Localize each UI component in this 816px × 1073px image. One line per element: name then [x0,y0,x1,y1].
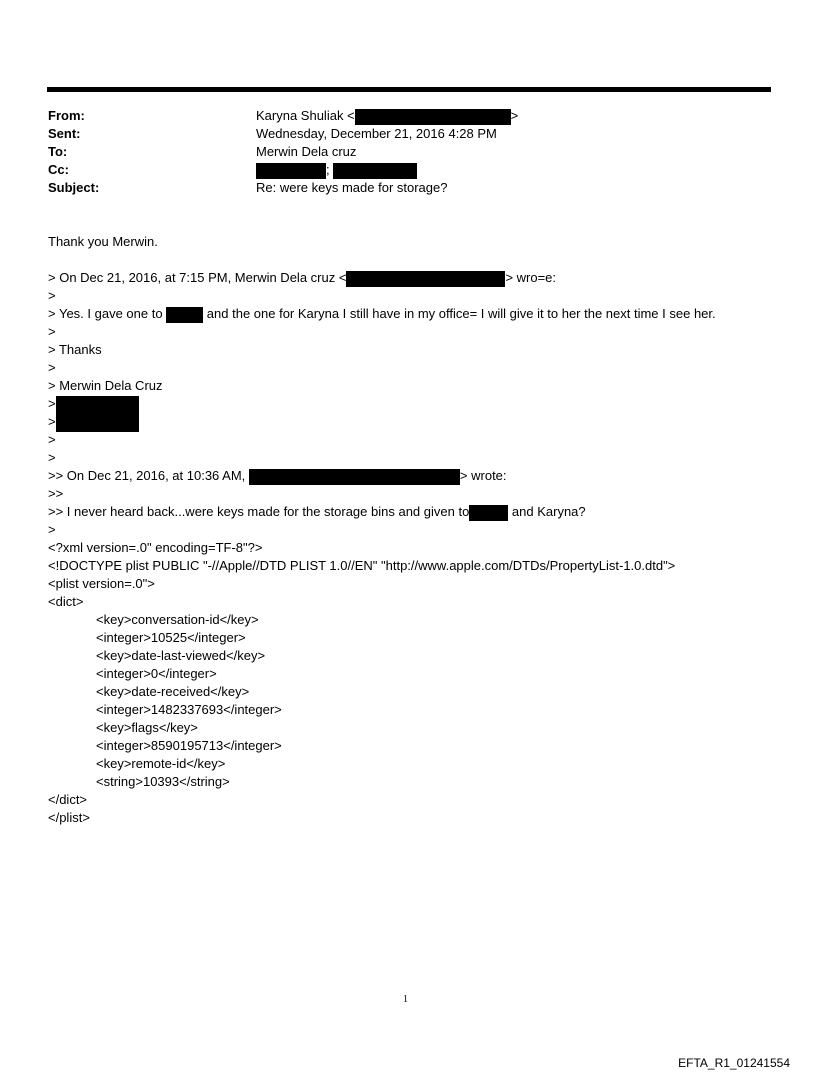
from-close: > [510,108,519,123]
quote-marker: > [48,414,56,429]
cc-value [256,161,417,179]
quote-marker: > [48,288,56,303]
quote-text: and Karyna? [508,504,586,519]
quote-marker: > [48,432,56,447]
to-value: Merwin Dela cruz [256,144,357,159]
xml-line: <integer>10525</integer> [96,630,246,645]
page-number: 1 [403,994,408,1005]
xml-line: <integer>8590195713</integer> [96,738,282,753]
quote-marker: > [48,450,56,465]
quote-marker: > [48,522,56,537]
sent-label: Sent: [48,126,81,141]
redaction-block [346,271,505,287]
xml-line: <key>remote-id</key> [96,756,226,771]
quote-text: >> On Dec 21, 2016, at 10:36 AM, [48,468,249,483]
document-id: EFTA_R1_01241554 [678,1056,790,1070]
quote-text: > Yes. I gave one to [48,306,167,321]
xml-line: <plist version=.0"> [48,576,155,591]
from-name: Karyna Shuliak < [256,108,355,123]
quote-marker: >> [48,486,64,501]
xml-line: <key>conversation-id</key> [96,612,259,627]
xml-line: <string>10393</string> [96,774,230,789]
to-label: To: [48,144,68,159]
redaction-block [469,505,508,521]
xml-line: <integer>0</integer> [96,666,217,681]
from-value [256,107,518,125]
quote-text: and the one for Karyna I still have in my office= I will give it to her the next time I see her. [203,306,716,321]
xml-line: </plist> [48,810,90,825]
redaction-block [249,469,460,485]
redaction-block [333,163,417,179]
xml-line: </dict> [48,792,88,807]
quote-marker: > [48,360,56,375]
cc-label: Cc: [48,162,69,177]
greeting: Thank you Merwin. [48,234,158,249]
quote-text: > On Dec 21, 2016, at 7:15 PM, Merwin Dela cruz < [48,270,347,285]
xml-line: <dict> [48,594,84,609]
quote-text: > wrote: [459,468,507,483]
quote-marker: > [48,396,56,411]
quote-line [48,305,716,323]
quote-line [48,395,139,414]
quote-line [48,269,556,287]
xml-line: <key>date-last-viewed</key> [96,648,266,663]
quote-line [48,413,139,432]
redaction-block [256,163,326,179]
quote-marker: > [48,324,56,339]
quote-line [48,503,586,521]
xml-line: <key>flags</key> [96,720,198,735]
quote-line: > Thanks [48,342,102,357]
redaction-block [355,109,511,125]
quote-text: >> I never heard back...were keys made for the storage bins and given to [48,504,470,519]
from-label: From: [48,108,85,123]
xml-line: <key>date-received</key> [96,684,250,699]
redaction-block [56,396,139,414]
quote-text: > wro=e: [505,270,557,285]
subject-label: Subject: [48,180,100,195]
sent-value: Wednesday, December 21, 2016 4:28 PM [256,126,497,141]
quote-line [48,467,507,485]
redaction-block [56,414,139,432]
cc-separator: ; [326,162,330,177]
signature-line: > Merwin Dela Cruz [48,378,163,393]
subject-value: Re: were keys made for storage? [256,180,448,195]
header-rule [47,87,771,92]
xml-line: <!DOCTYPE plist PUBLIC "-//Apple//DTD PLIST 1.0//EN" "http://www.apple.com/DTDs/PropertyList-1.0.dtd"> [48,558,676,573]
xml-line: <integer>1482337693</integer> [96,702,282,717]
redaction-block [166,307,203,323]
xml-line: <?xml version=.0" encoding=TF-8"?> [48,540,263,555]
